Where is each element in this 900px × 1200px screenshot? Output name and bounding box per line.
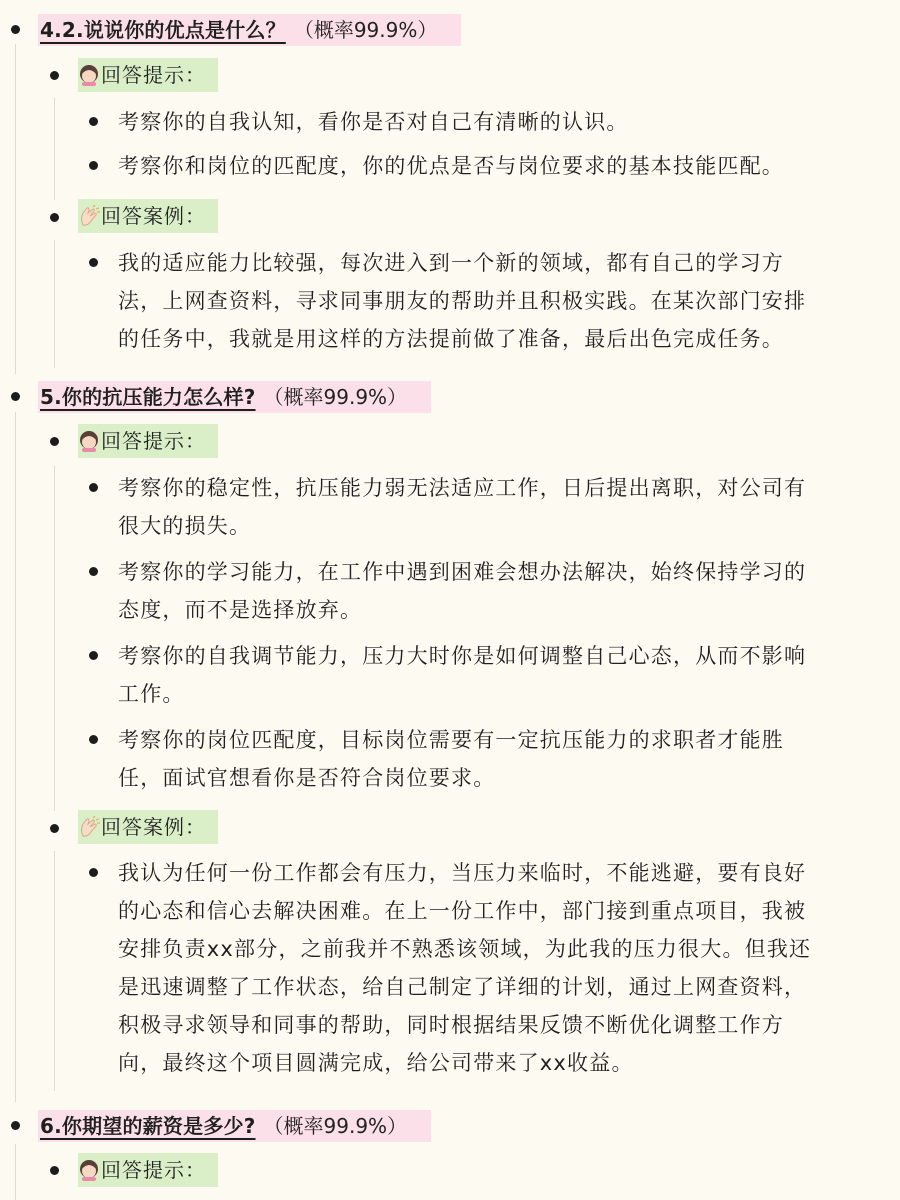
outline-guide-line bbox=[54, 98, 55, 200]
question-highlight bbox=[38, 1110, 431, 1142]
question-title: 6.你期望的薪资是多少? bbox=[40, 1114, 256, 1138]
bullet-dot bbox=[89, 651, 98, 660]
outline-guide-line bbox=[15, 44, 16, 374]
bullet-dot bbox=[89, 258, 98, 267]
question-title: 4.2.说说你的优点是什么？ bbox=[40, 18, 286, 42]
bullet-dot bbox=[50, 824, 59, 833]
question-title: 5.你的抗压能力怎么样? bbox=[40, 385, 256, 409]
bullet-dot bbox=[50, 213, 59, 222]
question-highlight bbox=[38, 381, 431, 413]
bullet-dot bbox=[11, 392, 20, 401]
example-item: 我认为任何一份工作都会有压力，当压力来临时，不能逃避，要有良好 的心态和信心去解决困难。在上一份工作中，部门接到重点项目，我被 安排负责xx部分，之前我并不熟悉该领域，为此我的压力很大。但我还 是迅速调整了工作状态，给自己制定了详细的计划，通过上网查资料， 积极寻求领导和同事的帮助，同时根据结果反馈不断优化调整工作方 向，最终这个项目圆满完成，给公司带来了xx收益。 bbox=[118, 861, 812, 1075]
hint-label: 回答提示： bbox=[101, 63, 206, 87]
bullet-dot bbox=[89, 483, 98, 492]
label-highlight bbox=[78, 199, 218, 233]
woman-emoji-icon bbox=[78, 428, 100, 450]
question-heading bbox=[38, 14, 461, 46]
bullet-dot bbox=[89, 117, 98, 126]
question-probability: （概率99.9%） bbox=[293, 18, 438, 42]
outline-guide-line bbox=[54, 851, 55, 1091]
bullet-dot bbox=[89, 161, 98, 170]
hint-item: 考察你和岗位的匹配度，你的优点是否与岗位要求的基本技能匹配。 bbox=[118, 154, 784, 178]
outline-guide-line bbox=[54, 240, 55, 368]
hint-label: 回答提示： bbox=[101, 1158, 206, 1182]
example-label-row bbox=[78, 810, 218, 844]
bullet-dot bbox=[50, 437, 59, 446]
bullet-dot bbox=[11, 1121, 20, 1130]
hint-item: 考察你的稳定性，抗压能力弱无法适应工作，日后提出离职，对公司有 很大的损失。 bbox=[118, 476, 807, 538]
bullet-dot bbox=[89, 868, 98, 877]
clapping-hands-emoji-icon bbox=[78, 203, 100, 225]
hint-label: 回答提示： bbox=[101, 429, 206, 453]
hint-label-row bbox=[78, 58, 218, 92]
question-heading bbox=[38, 381, 431, 413]
bullet-dot bbox=[89, 735, 98, 744]
hint-item: 考察你的自我认知，看你是否对自己有清晰的认识。 bbox=[118, 110, 629, 134]
woman-emoji-icon bbox=[78, 62, 100, 84]
outline-guide-line bbox=[15, 412, 16, 1102]
question-heading bbox=[38, 1110, 431, 1142]
question-probability: （概率99.9%） bbox=[263, 385, 408, 409]
outline-guide-line bbox=[54, 466, 55, 811]
example-label: 回答案例： bbox=[101, 815, 206, 839]
hint-label-row bbox=[78, 1153, 218, 1187]
outline-guide-line bbox=[15, 1144, 16, 1200]
question-probability: （概率99.9%） bbox=[263, 1114, 408, 1138]
example-item: 我的适应能力比较强，每次进入到一个新的领域，都有自己的学习方 法，上网查资料，寻求同事朋友的帮助并且积极实践。在某次部门安排 的任务中，我就是用这样的方法提前做了准备，最后出色完成任务。 bbox=[118, 251, 807, 351]
woman-emoji-icon bbox=[78, 1157, 100, 1179]
hint-item: 考察你的自我调节能力，压力大时你是如何调整自己心态，从而不影响 工作。 bbox=[118, 644, 807, 706]
bullet-dot bbox=[50, 71, 59, 80]
hint-item: 考察你的岗位匹配度，目标岗位需要有一定抗压能力的求职者才能胜 任，面试官想看你是否符合岗位要求。 bbox=[118, 728, 784, 790]
label-highlight bbox=[78, 1153, 218, 1187]
hint-label-row bbox=[78, 424, 218, 458]
label-highlight bbox=[78, 810, 218, 844]
question-highlight bbox=[38, 14, 461, 46]
bullet-dot bbox=[50, 1166, 59, 1175]
bullet-dot bbox=[89, 567, 98, 576]
hint-item: 考察你的学习能力，在工作中遇到困难会想办法解决，始终保持学习的 态度，而不是选择放弃。 bbox=[118, 560, 807, 622]
label-highlight bbox=[78, 58, 218, 92]
example-label-row bbox=[78, 199, 218, 233]
bullet-dot bbox=[11, 25, 20, 34]
clapping-hands-emoji-icon bbox=[78, 814, 100, 836]
example-label: 回答案例： bbox=[101, 204, 206, 228]
label-highlight bbox=[78, 424, 218, 458]
